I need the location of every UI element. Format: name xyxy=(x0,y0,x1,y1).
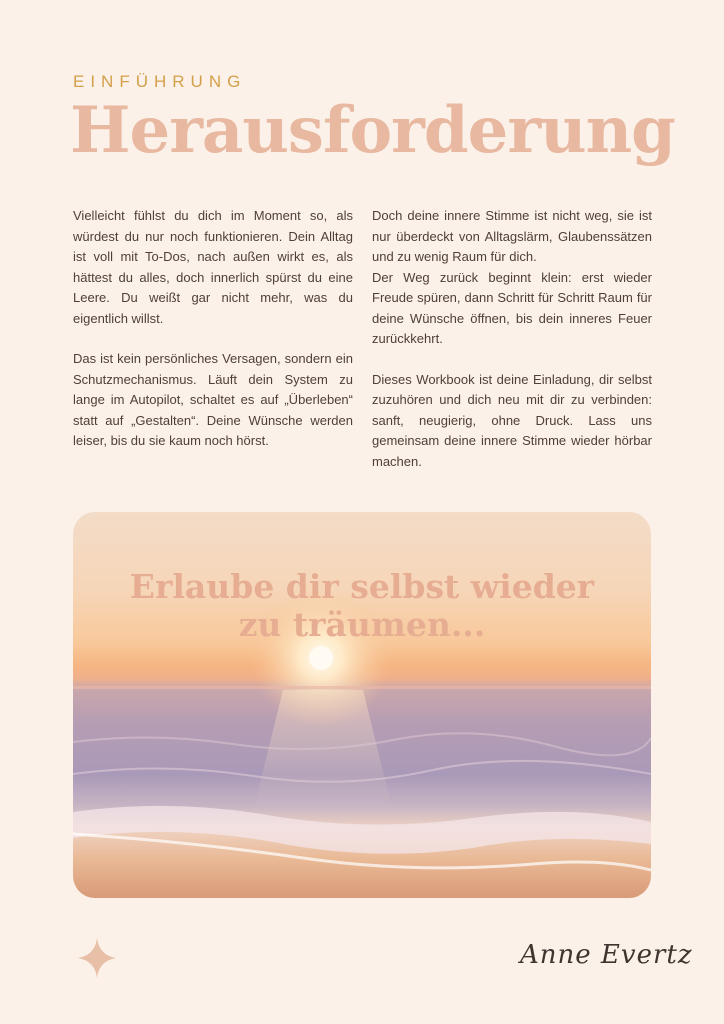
quote-line-1: Erlaube dir selbst wieder xyxy=(129,567,595,606)
left-text-column xyxy=(73,206,353,472)
right-text-column xyxy=(372,206,652,492)
image-quote xyxy=(0,568,724,644)
page-title: Herausforderung xyxy=(70,93,675,168)
sparkle-star-icon xyxy=(78,938,116,983)
right-paragraph-3: Dieses Workbook ist deine Einladung, dir selbst zuzuhören und dich neu mit dir zu verbinden: sanft, neugierig, ohne Druck. Lass uns gemeinsam deine innere Stimme wieder hörbar machen. xyxy=(372,371,652,469)
left-paragraph-1: Vielleicht fühlst du dich im Moment so, als würdest du nur noch funktionieren. Dein Alltag ist voll mit To-Dos, nach außen wirkt es, als hättest du alles, doch innerlich spürst du eine Leere. Du weißt gar nicht mehr, was du eigentlich willst. xyxy=(73,208,353,326)
right-paragraph-2: Der Weg zurück beginnt klein: erst wieder Freude spüren, dann Schritt für Schritt Raum für deine Wünsche öffnen, bis dein inneres Feuer zurückkehrt. xyxy=(372,269,652,346)
author-signature: Anne Evertz xyxy=(520,940,693,970)
section-eyebrow: EINFÜHRUNG xyxy=(73,72,247,91)
quote-line-2: zu träumen... xyxy=(238,605,486,644)
left-paragraph-2: Das ist kein persönliches Versagen, sondern ein Schutzmechanismus. Läuft dein System zu lange im Autopilot, schaltet es auf „Überleben“ statt auf „Gestalten“. Deine Wünsche werden leiser, bis du sie kaum noch hörst. xyxy=(73,351,353,448)
right-paragraph-1: Doch deine innere Stimme ist nicht weg, sie ist nur überdeckt von Alltagslärm, Glaubenssätzen und zu wenig Raum für dich. xyxy=(372,208,652,264)
